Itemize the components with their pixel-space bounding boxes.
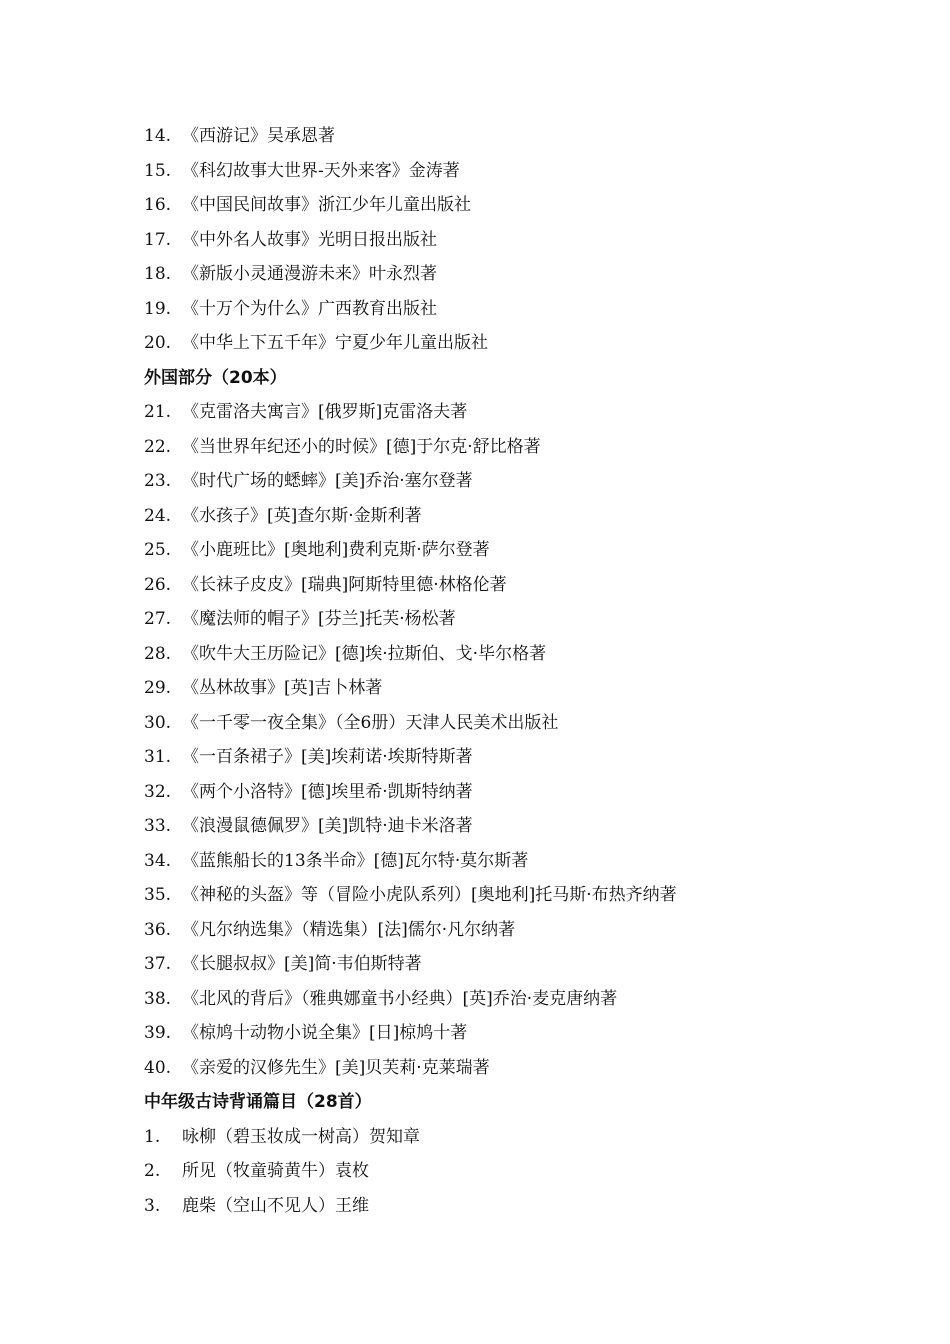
list-item xyxy=(144,395,864,430)
item-number: 17. xyxy=(144,229,172,250)
item-text: 《科幻故事大世界-天外来客》金涛著 xyxy=(182,160,460,181)
item-number: 33. xyxy=(144,816,172,836)
item-number: 20. xyxy=(144,333,172,353)
list-item xyxy=(144,188,864,223)
item-text: 《中外名人故事》光明日报出版社 xyxy=(182,229,437,250)
item-text: 鹿柴（空山不见人）王维 xyxy=(182,1195,369,1216)
list-item xyxy=(144,671,864,706)
document-page xyxy=(144,119,864,1223)
item-text: 《小鹿班比》[奥地利]费利克斯·萨尔登著 xyxy=(182,540,490,560)
item-text: 《魔法师的帽子》[芬兰]托芙·杨松著 xyxy=(182,609,456,629)
list-item xyxy=(144,740,864,775)
list-item xyxy=(144,119,864,154)
list-item xyxy=(144,706,864,741)
item-text: 《时代广场的蟋蟀》[美]乔治·塞尔登著 xyxy=(182,471,473,491)
item-text: 《神秘的头盔》等（冒险小虎队系列）[奥地利]托马斯·布热齐纳著 xyxy=(182,885,677,905)
list-item xyxy=(144,292,864,327)
poem-item xyxy=(144,1154,864,1189)
item-text: 《中国民间故事》浙江少年儿童出版社 xyxy=(182,195,471,215)
item-number: 23. xyxy=(144,471,172,491)
item-text: 所见（牧童骑黄牛）袁枚 xyxy=(182,1161,369,1181)
item-text: 《克雷洛夫寓言》[俄罗斯]克雷洛夫著 xyxy=(182,402,468,422)
list-item xyxy=(144,257,864,292)
item-text: 《丛林故事》[英]吉卜林著 xyxy=(182,678,383,698)
item-number: 31. xyxy=(144,747,172,767)
item-number: 22. xyxy=(144,436,172,457)
list-item xyxy=(144,809,864,844)
item-number: 25. xyxy=(144,540,172,560)
item-text: 《一百条裙子》[美]埃莉诺·埃斯特斯著 xyxy=(182,747,473,767)
item-number: 19. xyxy=(144,298,172,319)
item-text: 《亲爱的汉修先生》[美]贝芙莉·克莱瑞著 xyxy=(182,1057,490,1078)
item-text: 《水孩子》[英]查尔斯·金斯利著 xyxy=(182,505,422,526)
item-text: 《吹牛大王历险记》[德]埃·拉斯伯、戈·毕尔格著 xyxy=(182,643,547,664)
list-item xyxy=(144,464,864,499)
item-number: 34. xyxy=(144,850,172,871)
list-item xyxy=(144,1016,864,1051)
item-text: 《十万个为什么》广西教育出版社 xyxy=(182,298,437,319)
item-number: 36. xyxy=(144,919,172,940)
item-text: 《蓝熊船长的13条半命》[德]瓦尔特·莫尔斯著 xyxy=(182,850,529,871)
item-number: 2. xyxy=(144,1161,161,1181)
item-text: 《当世界年纪还小的时候》[德]于尔克·舒比格著 xyxy=(182,436,541,457)
item-text: 《椋鸠十动物小说全集》[日]椋鸠十著 xyxy=(182,1023,468,1043)
item-number: 32. xyxy=(144,781,172,802)
item-text: 《西游记》吴承恩著 xyxy=(182,126,335,146)
item-text: 《浪漫鼠德佩罗》[美]凯特·迪卡米洛著 xyxy=(182,816,473,836)
section-heading-foreign: 外国部分（20本） xyxy=(144,367,287,388)
item-number: 28. xyxy=(144,643,172,664)
item-text: 《两个小洛特》[德]埃里希·凯斯特纳著 xyxy=(182,781,473,802)
item-number: 27. xyxy=(144,609,172,629)
item-number: 30. xyxy=(144,712,172,733)
item-number: 39. xyxy=(144,1023,172,1043)
section-heading-poems: 中年级古诗背诵篇目（28首） xyxy=(144,1092,372,1112)
item-number: 21. xyxy=(144,402,172,422)
list-item xyxy=(144,878,864,913)
item-number: 15. xyxy=(144,160,172,181)
item-text: 《中华上下五千年》宁夏少年儿童出版社 xyxy=(182,333,488,353)
list-item xyxy=(144,775,864,810)
item-text: 《长腿叔叔》[美]简·韦伯斯特著 xyxy=(182,954,422,974)
list-item xyxy=(144,844,864,879)
list-item xyxy=(144,913,864,948)
item-text: 咏柳（碧玉妆成一树高）贺知章 xyxy=(182,1126,420,1147)
item-number: 24. xyxy=(144,505,172,526)
list-item xyxy=(144,637,864,672)
item-number: 1. xyxy=(144,1126,161,1147)
list-item xyxy=(144,223,864,258)
item-number: 40. xyxy=(144,1057,172,1078)
list-item xyxy=(144,602,864,637)
list-item xyxy=(144,154,864,189)
item-number: 3. xyxy=(144,1195,161,1216)
list-item xyxy=(144,1051,864,1086)
item-text: 《北风的背后》（雅典娜童书小经典）[英]乔治·麦克唐纳著 xyxy=(182,988,618,1009)
item-text: 《一千零一夜全集》（全6册）天津人民美术出版社 xyxy=(182,712,559,733)
item-number: 38. xyxy=(144,988,172,1009)
item-number: 37. xyxy=(144,954,172,974)
item-number: 14. xyxy=(144,126,172,146)
item-text: 《凡尔纳选集》（精选集）[法]儒尔·凡尔纳著 xyxy=(182,919,516,940)
list-item xyxy=(144,982,864,1017)
item-number: 26. xyxy=(144,574,172,595)
poem-item xyxy=(144,1120,864,1155)
item-text: 《长袜子皮皮》[瑞典]阿斯特里德·林格伦著 xyxy=(182,574,507,595)
list-item xyxy=(144,533,864,568)
poem-item xyxy=(144,1189,864,1224)
item-text: 《新版小灵通漫游未来》叶永烈著 xyxy=(182,264,437,284)
list-item xyxy=(144,326,864,361)
item-number: 35. xyxy=(144,885,172,905)
list-item xyxy=(144,430,864,465)
item-number: 29. xyxy=(144,678,172,698)
item-number: 18. xyxy=(144,264,172,284)
item-number: 16. xyxy=(144,195,172,215)
list-item xyxy=(144,568,864,603)
list-item xyxy=(144,947,864,982)
list-item xyxy=(144,499,864,534)
